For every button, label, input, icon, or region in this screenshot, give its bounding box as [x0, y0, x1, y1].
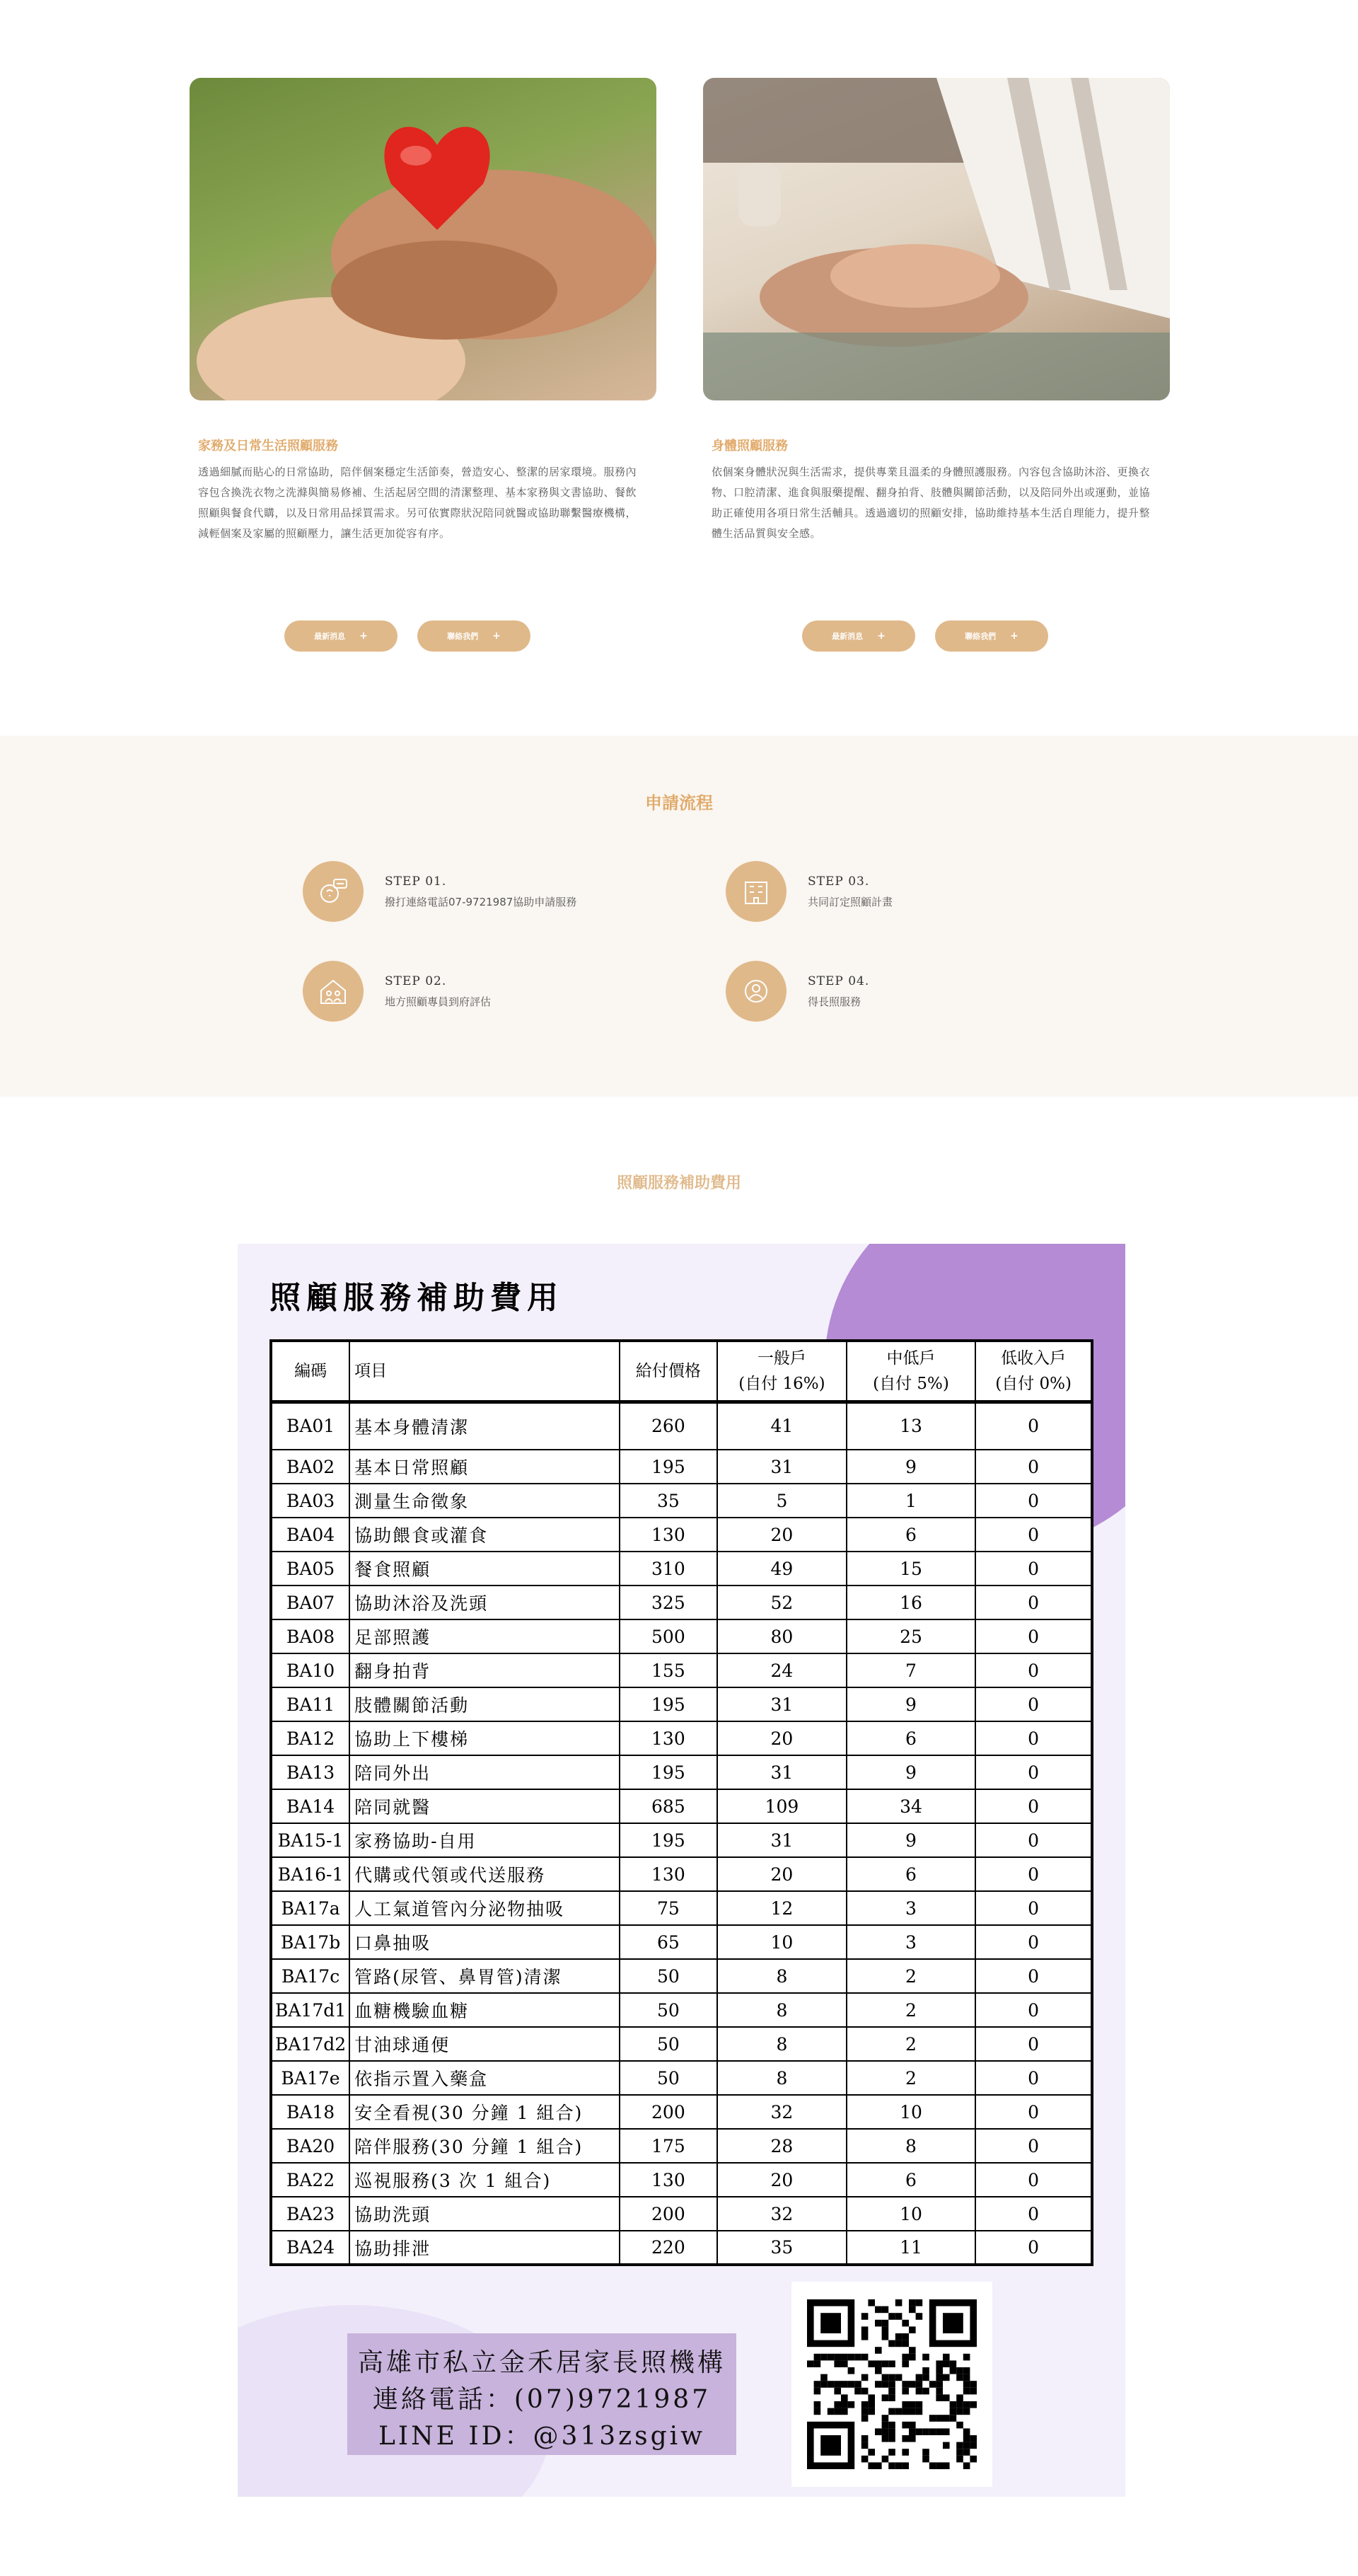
table-row — [271, 1721, 1092, 1755]
table-row — [271, 1993, 1092, 2027]
cell-item: 足部照護 — [349, 1619, 620, 1653]
cell-low-mid: 2 — [847, 2027, 975, 2061]
plus-icon: + — [492, 630, 501, 642]
step-desc: 得長照服務 — [808, 995, 861, 1008]
cell-general: 10 — [717, 1925, 847, 1959]
cell-code: BA12 — [271, 1721, 349, 1755]
cell-low-mid: 16 — [847, 1586, 975, 1619]
cell-low-mid: 10 — [847, 2095, 975, 2129]
table-row — [271, 2027, 1092, 2061]
cell-code: BA17d1 — [271, 1993, 349, 2027]
cell-general: 31 — [717, 1450, 847, 1484]
cell-price: 50 — [620, 1993, 717, 2027]
cell-low-income: 0 — [975, 2027, 1092, 2061]
cell-low-mid: 7 — [847, 1653, 975, 1687]
cell-price: 65 — [620, 1925, 717, 1959]
cell-item: 人工氣道管內分泌物抽吸 — [349, 1891, 620, 1925]
cell-code: BA17d2 — [271, 2027, 349, 2061]
cell-low-income: 0 — [975, 1823, 1092, 1857]
step-desc: 共同訂定照顧計畫 — [808, 895, 893, 908]
col-header-price: 給付價格 — [620, 1341, 717, 1402]
cell-general: 32 — [717, 2197, 847, 2231]
cell-item: 協助餵食或灌食 — [349, 1518, 620, 1552]
cell-general: 20 — [717, 1518, 847, 1552]
cell-item: 餐食照顧 — [349, 1552, 620, 1586]
cell-general: 109 — [717, 1789, 847, 1823]
cell-general: 80 — [717, 1619, 847, 1653]
step-3 — [726, 861, 893, 922]
cell-low-income: 0 — [975, 1586, 1092, 1619]
cell-general: 20 — [717, 1857, 847, 1891]
cell-low-income: 0 — [975, 1857, 1092, 1891]
cell-price: 130 — [620, 1721, 717, 1755]
cell-low-mid: 1 — [847, 1484, 975, 1518]
cell-code: BA01 — [271, 1402, 349, 1450]
service-title-housework: 家務及日常生活照顧服務 — [198, 439, 338, 454]
cell-low-income: 0 — [975, 1993, 1092, 2027]
table-row — [271, 1450, 1092, 1484]
step-1 — [303, 861, 576, 922]
cell-low-income: 0 — [975, 1402, 1092, 1450]
contact-button-label: 聯絡我們 — [965, 632, 997, 641]
process-title: 申請流程 — [645, 793, 713, 813]
cell-price: 220 — [620, 2231, 717, 2265]
cell-price: 50 — [620, 1959, 717, 1993]
cell-price: 75 — [620, 1891, 717, 1925]
poster-title: 照顧服務補助費用 — [269, 1280, 564, 1316]
cell-low-mid: 3 — [847, 1891, 975, 1925]
table-row — [271, 1552, 1092, 1586]
cell-code: BA17e — [271, 2061, 349, 2095]
cell-item: 協助沐浴及洗頭 — [349, 1586, 620, 1619]
cell-price: 195 — [620, 1450, 717, 1484]
cell-price: 500 — [620, 1619, 717, 1653]
step-2 — [303, 961, 491, 1022]
step-number: STEP 01. — [385, 874, 447, 889]
cell-item: 甘油球通便 — [349, 2027, 620, 2061]
service-desc-housework: 透過細膩而貼心的日常協助，陪伴個案穩定生活節奏，營造安心、整潔的居家環境。服務內容包含換洗衣物之洗滌與簡易修補、生活起居空間的清潔整理、基本家務與文書協助、餐飲照顧與餐食代購，以及日常用品採買需求。另可依實際狀況陪同就醫或協助聯繫醫療機構，減輕個案及家屬的照顧壓力，讓生活更加從容有序。 — [198, 466, 637, 540]
cell-low-mid: 6 — [847, 1518, 975, 1552]
table-row — [271, 2163, 1092, 2197]
cell-general: 32 — [717, 2095, 847, 2129]
cell-low-income: 0 — [975, 1959, 1092, 1993]
cell-low-mid: 9 — [847, 1687, 975, 1721]
cell-price: 195 — [620, 1755, 717, 1789]
cell-low-income: 0 — [975, 1687, 1092, 1721]
table-row — [271, 2231, 1092, 2265]
cell-code: BA07 — [271, 1586, 349, 1619]
cell-general: 31 — [717, 1755, 847, 1789]
table-row — [271, 1857, 1092, 1891]
cell-low-income: 0 — [975, 1484, 1092, 1518]
table-header-row — [271, 1341, 1092, 1402]
cell-low-mid: 15 — [847, 1552, 975, 1586]
cell-low-mid: 2 — [847, 1959, 975, 1993]
cell-low-mid: 6 — [847, 1721, 975, 1755]
cell-general: 12 — [717, 1891, 847, 1925]
cell-low-income: 0 — [975, 2163, 1092, 2197]
table-row — [271, 1823, 1092, 1857]
table-row — [271, 2061, 1092, 2095]
step-number: STEP 03. — [808, 874, 870, 889]
cell-code: BA13 — [271, 1755, 349, 1789]
cell-low-income: 0 — [975, 2129, 1092, 2163]
table-row — [271, 1586, 1092, 1619]
table-row — [271, 1402, 1092, 1450]
cell-item: 依指示置入藥盒 — [349, 2061, 620, 2095]
contact-phone: 連絡電話：(07)9721987 — [372, 2385, 712, 2414]
cell-low-income: 0 — [975, 1925, 1092, 1959]
contact-button[interactable] — [935, 620, 1048, 652]
cell-general: 49 — [717, 1552, 847, 1586]
cell-low-mid: 3 — [847, 1925, 975, 1959]
cell-price: 195 — [620, 1687, 717, 1721]
cell-low-income: 0 — [975, 2231, 1092, 2265]
cell-low-mid: 9 — [847, 1823, 975, 1857]
col-header-item: 項目 — [349, 1341, 620, 1402]
cell-price: 130 — [620, 1857, 717, 1891]
cell-code: BA24 — [271, 2231, 349, 2265]
cell-code: BA23 — [271, 2197, 349, 2231]
cell-item: 肢體關節活動 — [349, 1687, 620, 1721]
step-number: STEP 04. — [808, 974, 870, 988]
cell-item: 安全看視(30 分鐘 1 組合) — [349, 2095, 620, 2129]
house-people-icon — [303, 961, 364, 1022]
service-title-body-care: 身體照顧服務 — [712, 439, 788, 454]
col-header-code: 編碼 — [271, 1341, 349, 1402]
cell-code: BA15-1 — [271, 1823, 349, 1857]
table-row — [271, 2129, 1092, 2163]
cell-price: 260 — [620, 1402, 717, 1450]
cell-price: 200 — [620, 2095, 717, 2129]
cell-code: BA22 — [271, 2163, 349, 2197]
cell-low-income: 0 — [975, 1619, 1092, 1653]
contact-button[interactable] — [417, 620, 530, 652]
cell-item: 管路(尿管、鼻胃管)清潔 — [349, 1959, 620, 1993]
cell-item: 陪同就醫 — [349, 1789, 620, 1823]
cell-code: BA10 — [271, 1653, 349, 1687]
line-qr-code[interactable] — [791, 2282, 992, 2487]
cell-item: 測量生命徵象 — [349, 1484, 620, 1518]
cell-low-income: 0 — [975, 1450, 1092, 1484]
cell-price: 195 — [620, 1823, 717, 1857]
cell-code: BA03 — [271, 1484, 349, 1518]
cell-general: 41 — [717, 1402, 847, 1450]
service-desc-body-care: 依個案身體狀況與生活需求，提供專業且溫柔的身體照護服務。內容包含協助沐浴、更換衣物、口腔清潔、進食與服藥提醒、翻身拍背、肢體與關節活動，以及陪同外出或運動，並協助正確使用各項日常生活輔具。透過適切的照顧安排，協助維持基本生活自理能力，提升整體生活品質與安全感。 — [712, 466, 1151, 540]
cell-low-income: 0 — [975, 2095, 1092, 2129]
cell-low-income: 0 — [975, 2197, 1092, 2231]
cell-price: 50 — [620, 2027, 717, 2061]
cell-item: 協助上下樓梯 — [349, 1721, 620, 1755]
cell-price: 130 — [620, 1518, 717, 1552]
fee-table — [269, 1339, 1093, 2266]
cell-low-income: 0 — [975, 1789, 1092, 1823]
table-row — [271, 1891, 1092, 1925]
fee-poster — [238, 1244, 1125, 2497]
cell-item: 巡視服務(3 次 1 組合) — [349, 2163, 620, 2197]
holding-hands-photo — [703, 78, 1170, 400]
cell-code: BA08 — [271, 1619, 349, 1653]
table-row — [271, 1789, 1092, 1823]
cell-item: 基本日常照顧 — [349, 1450, 620, 1484]
cell-low-mid: 6 — [847, 2163, 975, 2197]
cell-low-income: 0 — [975, 1552, 1092, 1586]
cell-low-mid: 25 — [847, 1619, 975, 1653]
cell-low-mid: 6 — [847, 1857, 975, 1891]
cell-low-mid: 34 — [847, 1789, 975, 1823]
cell-low-income: 0 — [975, 1755, 1092, 1789]
cell-general: 20 — [717, 1721, 847, 1755]
qr-code-icon — [807, 2299, 977, 2469]
cell-item: 基本身體清潔 — [349, 1402, 620, 1450]
plus-icon: + — [359, 630, 368, 642]
table-row — [271, 1687, 1092, 1721]
cell-code: BA11 — [271, 1687, 349, 1721]
cell-price: 685 — [620, 1789, 717, 1823]
cell-price: 325 — [620, 1586, 717, 1619]
cell-general: 52 — [717, 1586, 847, 1619]
cell-low-mid: 10 — [847, 2197, 975, 2231]
cell-item: 協助洗頭 — [349, 2197, 620, 2231]
table-row — [271, 1959, 1092, 1993]
table-row — [271, 2197, 1092, 2231]
cell-low-income: 0 — [975, 1891, 1092, 1925]
cell-code: BA02 — [271, 1450, 349, 1484]
step-desc: 撥打連絡電話07-9721987協助申請服務 — [385, 895, 577, 908]
cell-price: 310 — [620, 1552, 717, 1586]
cell-code: BA17a — [271, 1891, 349, 1925]
table-row — [271, 1653, 1092, 1687]
cell-item: 口鼻抽吸 — [349, 1925, 620, 1959]
cell-low-mid: 9 — [847, 1450, 975, 1484]
cell-general: 35 — [717, 2231, 847, 2265]
cell-price: 175 — [620, 2129, 717, 2163]
cell-price: 200 — [620, 2197, 717, 2231]
cell-price: 50 — [620, 2061, 717, 2095]
cell-code: BA14 — [271, 1789, 349, 1823]
cell-low-mid: 8 — [847, 2129, 975, 2163]
building-plan-icon — [726, 861, 787, 922]
cell-item: 協助排泄 — [349, 2231, 620, 2265]
cell-general: 8 — [717, 1993, 847, 2027]
table-row — [271, 1619, 1092, 1653]
col-header-low-income: 低收入戶 (自付 0%) — [975, 1341, 1092, 1402]
cell-general: 28 — [717, 2129, 847, 2163]
news-button-label: 最新消息 — [832, 632, 864, 641]
fee-section-title: 照顧服務補助費用 — [616, 1174, 741, 1192]
cell-low-income: 0 — [975, 1653, 1092, 1687]
contact-button-label: 聯絡我們 — [447, 632, 479, 641]
cell-low-mid: 2 — [847, 2061, 975, 2095]
cell-low-mid: 9 — [847, 1755, 975, 1789]
table-row — [271, 1755, 1092, 1789]
table-row — [271, 1484, 1092, 1518]
cell-item: 翻身拍背 — [349, 1653, 620, 1687]
cell-item: 代購或代領或代送服務 — [349, 1857, 620, 1891]
cell-general: 5 — [717, 1484, 847, 1518]
cell-general: 8 — [717, 2027, 847, 2061]
cell-general: 8 — [717, 1959, 847, 1993]
cell-price: 130 — [620, 2163, 717, 2197]
cell-code: BA20 — [271, 2129, 349, 2163]
table-row — [271, 1518, 1092, 1552]
step-4 — [726, 961, 869, 1022]
cell-low-income: 0 — [975, 2061, 1092, 2095]
table-row — [271, 1925, 1092, 1959]
plus-icon: + — [877, 630, 886, 642]
table-row — [271, 2095, 1092, 2129]
cell-code: BA18 — [271, 2095, 349, 2129]
cell-general: 8 — [717, 2061, 847, 2095]
news-button[interactable] — [802, 620, 915, 652]
cell-low-mid: 13 — [847, 1402, 975, 1450]
cell-general: 20 — [717, 2163, 847, 2197]
step-number: STEP 02. — [385, 974, 447, 988]
cell-general: 31 — [717, 1823, 847, 1857]
news-button[interactable] — [284, 620, 397, 652]
step-desc: 地方照顧專員到府評估 — [385, 995, 492, 1008]
cell-item: 陪同外出 — [349, 1755, 620, 1789]
cell-general: 31 — [717, 1687, 847, 1721]
cell-price: 155 — [620, 1653, 717, 1687]
plus-icon: + — [1010, 630, 1018, 642]
cell-code: BA05 — [271, 1552, 349, 1586]
cell-code: BA16-1 — [271, 1857, 349, 1891]
cell-code: BA17c — [271, 1959, 349, 1993]
col-header-general: 一般戶 (自付 16%) — [717, 1341, 847, 1402]
phone-chat-icon — [303, 861, 364, 922]
cell-general: 24 — [717, 1653, 847, 1687]
cell-price: 35 — [620, 1484, 717, 1518]
cell-code: BA17b — [271, 1925, 349, 1959]
line-id: LINE ID：@313zsgiw — [378, 2422, 705, 2451]
col-header-low-mid: 中低戶 (自付 5%) — [847, 1341, 975, 1402]
cell-item: 陪伴服務(30 分鐘 1 組合) — [349, 2129, 620, 2163]
cell-low-mid: 2 — [847, 1993, 975, 2027]
heart-in-hands-photo — [190, 78, 656, 400]
cell-low-income: 0 — [975, 1721, 1092, 1755]
cell-code: BA04 — [271, 1518, 349, 1552]
caregiver-icon — [726, 961, 787, 1022]
cell-item: 血糖機驗血糖 — [349, 1993, 620, 2027]
cell-low-income: 0 — [975, 1518, 1092, 1552]
news-button-label: 最新消息 — [314, 632, 346, 641]
cell-low-mid: 11 — [847, 2231, 975, 2265]
contact-box — [347, 2333, 736, 2455]
cell-item: 家務協助-自用 — [349, 1823, 620, 1857]
org-name: 高雄市私立金禾居家長照機構 — [357, 2348, 726, 2377]
